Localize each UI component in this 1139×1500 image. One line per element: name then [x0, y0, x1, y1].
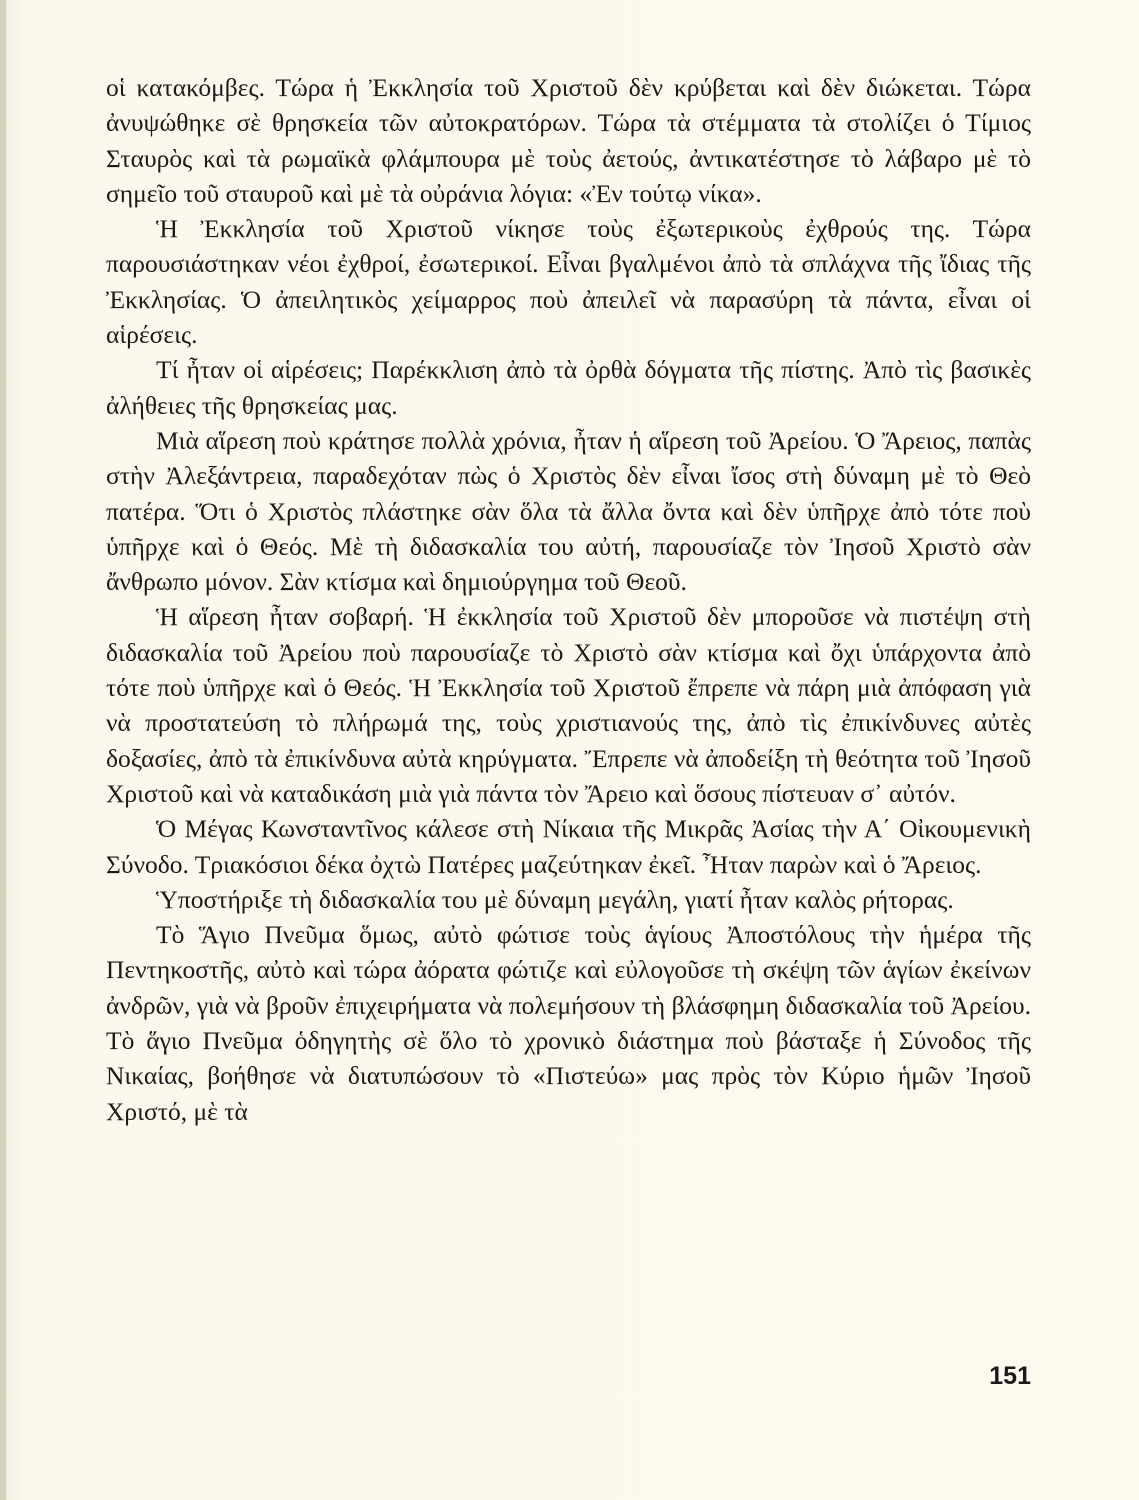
page-spine-shadow [0, 0, 6, 1500]
paragraph-6: Ὁ Μέγας Κωνσταντῖνος κάλεσε στὴ Νίκαια τῆς Μικρᾶς Ἀσίας τὴν Α΄ Οἰκουμενικὴ Σύνοδο. Τριακόσιοι δέκα ὀχτὼ Πατέρες μαζεύτηκαν ἐκεῖ. Ἦταν παρὼν καὶ ὁ Ἄρειος. [106, 814, 1031, 879]
paragraph-3: Τί ἦταν οἱ αἱρέσεις; Παρέκκλιση ἀπὸ τὰ ὀρθὰ δόγματα τῆς πίστης. Ἀπὸ τὶς βασικὲς ἀλήθειες τῆς θρησκείας μας. [106, 355, 1031, 420]
paragraph-4: Μιὰ αἵρεση ποὺ κράτησε πολλὰ χρόνια, ἦταν ἡ αἵρεση τοῦ Ἀρείου. Ὁ Ἄρειος, παπὰς στὴν Ἀλεξάντρεια, παραδεχόταν πὼς ὁ Χριστὸς δὲν εἶναι ἴσος στὴ δύναμη μὲ τὸ Θεὸ πατέρα. Ὅτι ὁ Χριστὸς πλάστηκε σὰν ὅλα τὰ ἄλλα ὄντα καὶ δὲν ὑπῆρχε ἀπὸ τότε ποὺ ὑπῆρχε καὶ ὁ Θεός. Μὲ τὴ διδασκαλία του αὐτή, παρουσίαζε τὸν Ἰησοῦ Χριστὸ σὰν ἄνθρωπο μόνον. Σὰν κτίσμα καὶ δημιούργημα τοῦ Θεοῦ. [106, 425, 1031, 597]
paragraph-5: Ἡ αἵρεση ἦταν σοβαρή. Ἡ ἐκκλησία τοῦ Χριστοῦ δὲν μποροῦσε νὰ πιστέψη στὴ διδασκαλία τοῦ Ἀρείου ποὺ παρουσίαζε τὸ Χριστὸ σὰν κτίσμα καὶ ὄχι ὑπάρχοντα ἀπὸ τότε ποὺ ὑπῆρχε καὶ ὁ Θεός. Ἡ Ἐκκλησία τοῦ Χριστοῦ ἔπρεπε νὰ πάρη μιὰ ἀπόφαση γιὰ νὰ προστατεύση τὸ πλήρωμά της, τοὺς χριστιανούς της, ἀπὸ τὶς ἐπικίνδυνες αὐτὲς δοξασίες, ἀπὸ τὰ ἐπικίνδυνα αὐτὰ κηρύγματα. Ἔπρεπε νὰ ἀποδείξη τὴ θεότητα τοῦ Ἰησοῦ Χριστοῦ καὶ νὰ καταδικάση μιὰ γιὰ πάντα τὸν Ἄρειο καὶ ὅσους πίστευαν σ᾿ αὐτόν. [106, 602, 1031, 808]
paragraph-2: Ἡ Ἐκκλησία τοῦ Χριστοῦ νίκησε τοὺς ἐξωτερικοὺς ἐχθρούς της. Τώρα παρουσιάστηκαν νέοι ἐχθροί, ἐσωτερικοί. Εἶναι βγαλμένοι ἀπὸ τὰ σπλάχνα τῆς ἴδιας τῆς Ἐκκλησίας. Ὁ ἀπειλητικὸς χείμαρρος ποὺ ἀπειλεῖ νὰ παρασύρη τὰ πάντα, εἶναι οἱ αἱρέσεις. [106, 214, 1031, 350]
paragraph-1: οἱ κατακόμβες. Τώρα ἡ Ἐκκλησία τοῦ Χριστοῦ δὲν κρύβεται καὶ δὲν διώκεται. Τώρα ἀνυψώθηκε σὲ θρησκεία τῶν αὐτοκρατόρων. Τώρα τὰ στέμματα τὰ στολίζει ὁ Τίμιος Σταυρὸς καὶ τὰ ρωμαϊκὰ φλάμπουρα μὲ τοὺς ἀετούς, ἀντικατέστησε τὸ λάβαρο μὲ τὸ σημεῖο τοῦ σταυροῦ καὶ μὲ τὰ οὐράνια λόγια: «Ἐν τούτῳ νίκα». [106, 73, 1031, 208]
page-number: 151 [989, 1362, 1031, 1390]
body-text [106, 70, 1031, 1129]
paragraph-8: Τὸ Ἅγιο Πνεῦμα ὅμως, αὐτὸ φώτισε τοὺς ἁγίους Ἀποστόλους τὴν ἡμέρα τῆς Πεντηκοστῆς, αὐτὸ καὶ τώρα ἀόρατα φώτιζε καὶ εὐλογοῦσε τὴ σκέψη τῶν ἁγίων ἐκείνων ἀνδρῶν, γιὰ νὰ βροῦν ἐπιχειρήματα νὰ πολεμήσουν τὴ βλάσφημη διδασκαλία τοῦ Ἀρείου. Τὸ ἅγιο Πνεῦμα ὁδηγητὴς σὲ ὅλο τὸ χρονικὸ διάστημα ποὺ βάσταξε ἡ Σύνοδος τῆς Νικαίας, βοήθησε νὰ διατυπώσουν τὸ «Πιστεύω» μας πρὸς τὸν Κύριο ἡμῶν Ἰησοῦ Χριστό, μὲ τὰ [106, 920, 1031, 1126]
paragraph-7: Ὑποστήριξε τὴ διδασκαλία του μὲ δύναμη μεγάλη, γιατί ἦταν καλὸς ρήτορας. [156, 884, 954, 914]
